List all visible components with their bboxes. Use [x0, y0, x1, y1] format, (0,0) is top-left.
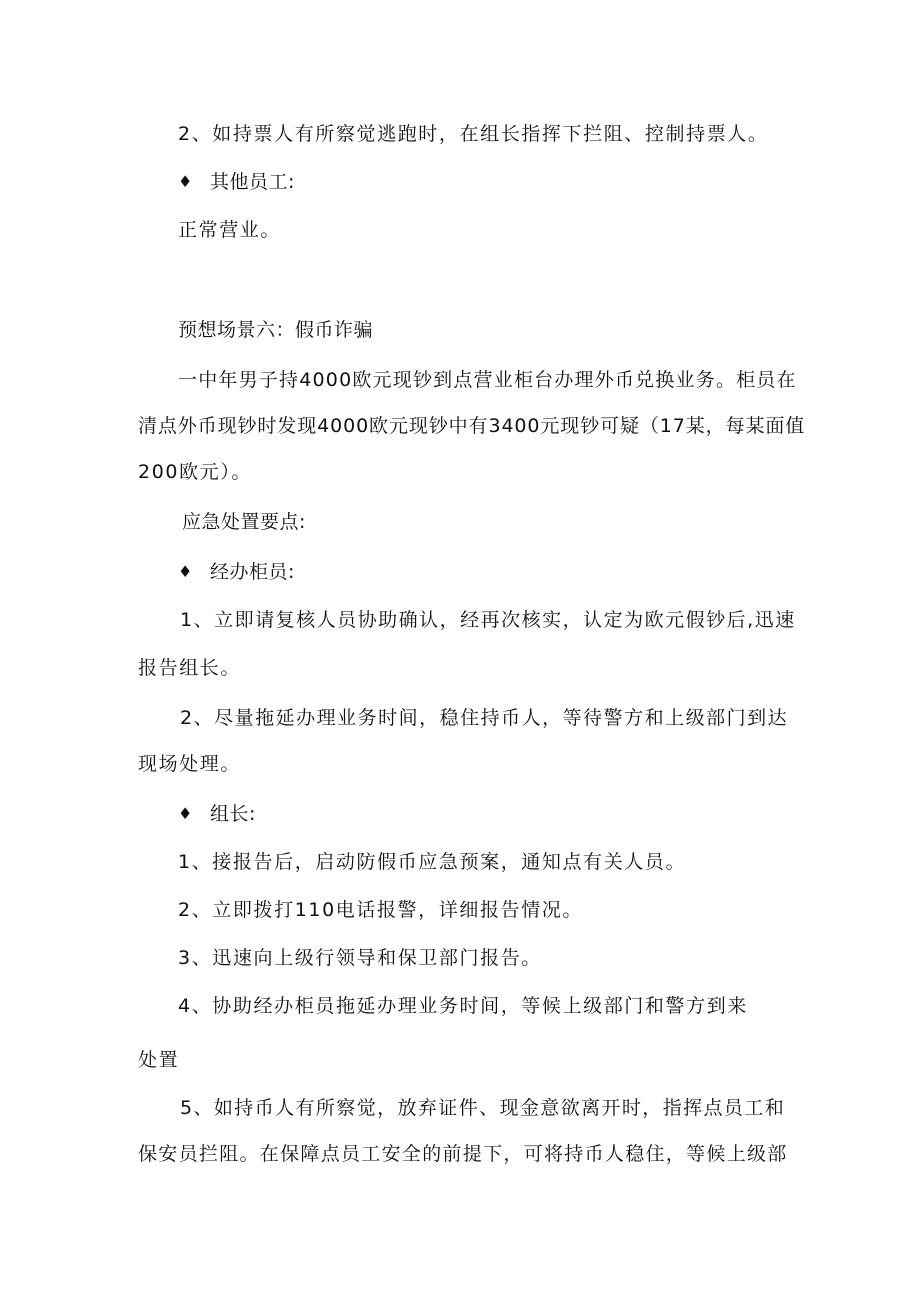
- key-points-heading: 应急处置要点:: [182, 511, 306, 533]
- paragraph-line: 1、接报告后，启动防假币应急预案，通知点有关人员。: [178, 851, 687, 873]
- paragraph-line: 5、如持币人有所察觉，放弃证件、现金意欲离开时，指挥点员工和: [180, 1097, 786, 1119]
- paragraph-line: 2、尽量拖延办理业务时间，稳住持币人，等待警方和上级部门到达: [180, 707, 789, 729]
- paragraph-line: 2、如持票人有所察觉逃跑时，在组长指挥下拦阻、控制持票人。: [178, 123, 769, 145]
- paragraph-line: 报告组长。: [138, 657, 242, 679]
- paragraph-line: 保安员拦阻。在保障点员工安全的前提下，可将持币人稳住，等候上级部: [138, 1143, 788, 1165]
- paragraph-line: 清点外币现钞时发现4000欧元现钞中有3400元现钞可疑（17某，每某面值: [138, 415, 806, 437]
- paragraph-line: 处置: [138, 1049, 180, 1071]
- paragraph-line: 3、迅速向上级行领导和保卫部门报告。: [178, 947, 542, 969]
- paragraph-line: 现场处理。: [138, 753, 242, 775]
- section-heading-leader: 组长:: [210, 803, 256, 825]
- section-heading-teller: 经办柜员:: [210, 561, 295, 583]
- paragraph-line: 2、立即拨打110电话报警，详细报告情况。: [178, 899, 583, 921]
- paragraph-line: 200欧元）。: [138, 461, 252, 483]
- paragraph-line: 正常营业。: [178, 219, 282, 241]
- paragraph-line: 一中年男子持4000欧元现钞到点营业柜台办理外币兑换业务。柜员在: [178, 369, 797, 391]
- bullet-diamond-icon: ♦: [178, 804, 193, 823]
- bullet-diamond-icon: ♦: [178, 562, 193, 581]
- scenario-title: 预想场景六：假币诈骗: [178, 319, 374, 341]
- paragraph-line: 4、协助经办柜员拖延办理业务时间，等候上级部门和警方到来: [178, 995, 748, 1017]
- section-heading-other-staff: 其他员工:: [210, 171, 295, 193]
- paragraph-line: 1、立即请复核人员协助确认，经再次核实，认定为欧元假钞后,迅速: [180, 609, 796, 631]
- bullet-diamond-icon: ♦: [178, 172, 193, 191]
